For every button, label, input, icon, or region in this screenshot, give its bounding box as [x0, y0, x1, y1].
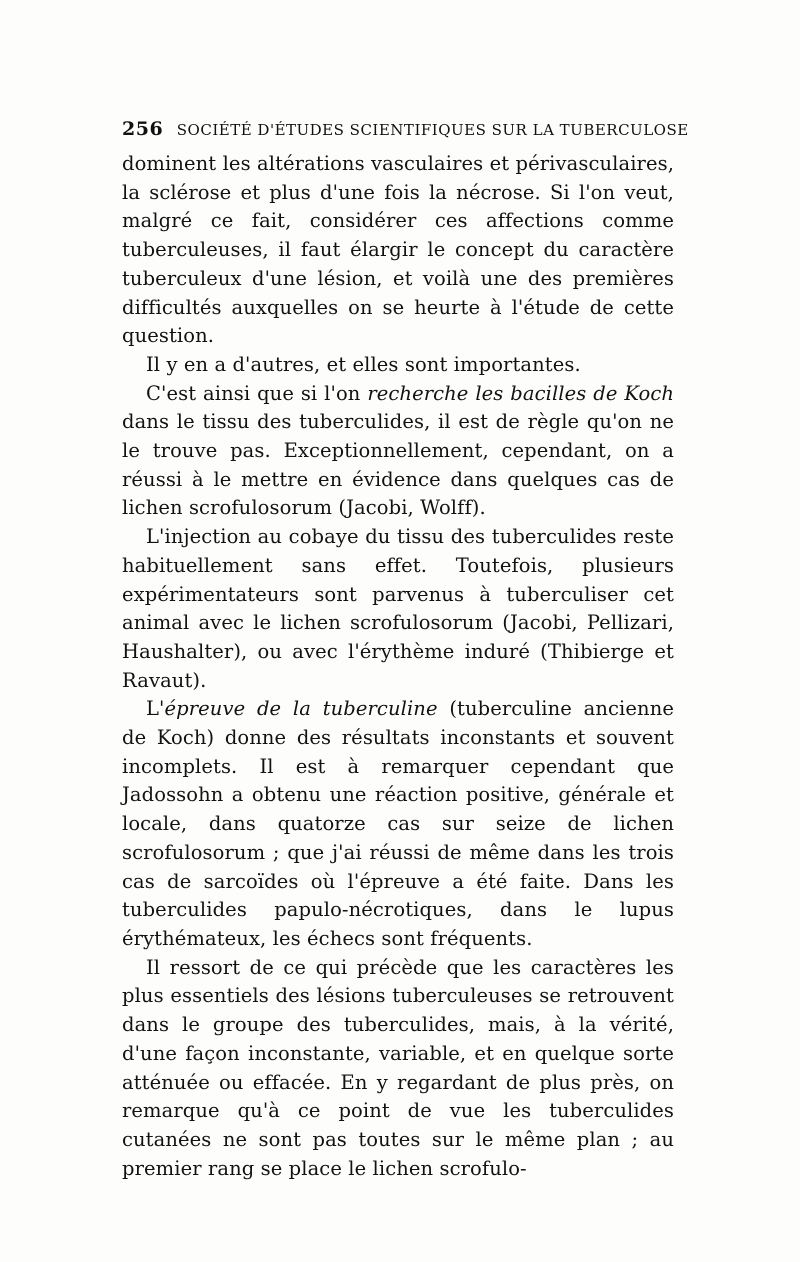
text-segment: dans le tissu des tuberculides, il est de règle qu'on ne le trouve pas. Exceptionnellement, cependant, on a réussi à le mettre en évidence dans quelques cas de lichen scrofulosorum (Jacobi, Wolff).: [122, 410, 674, 520]
body-text: [122, 150, 674, 1183]
text-segment: (tuberculine ancienne de Koch) donne des résultats inconstants et souvent incomplets. Il est à remarquer cependant que Jadossohn a obtenu une réaction positive, générale et locale, dans quatorze cas sur seize de lichen scrofulosorum ; que j'ai réussi de même dans les trois cas de sarcoïdes où l'épreuve a été faite. Dans les tuberculides papulo-nécrotiques, dans le lupus érythémateux, les échecs sont fréquents.: [122, 697, 674, 950]
running-header: [122, 118, 689, 142]
text-segment: Il ressort de ce qui précède que les caractères les plus essentiels des lésions tuberculeuses se retrouvent dans le groupe des tuberculides, mais, à la vérité, d'une façon inconstante, variable, et en quelque sorte atténuée ou effacée. En y regardant de plus près, on remarque qu'à ce point de vue les tuberculides cutanées ne sont pas toutes sur le même plan ; au premier rang se place le lichen scrofulo-: [122, 955, 674, 1180]
paragraph: [122, 351, 674, 380]
italic-segment: recherche les bacilles de Koch: [367, 381, 675, 405]
text-segment: L': [146, 697, 165, 721]
paragraph: [122, 523, 674, 695]
text-segment: C'est ainsi que si l'on: [146, 381, 368, 405]
text-segment: L'injection au cobaye du tissu des tuberculides reste habituellement sans effet. Toutefois, plusieurs expérimentateurs sont parvenus à tuberculiser cet animal avec le lichen scrofulosorum (Jacobi, Pellizari, Haushalter), ou avec l'érythème induré (Thibierge et Ravaut).: [122, 525, 674, 692]
page-number: 256: [122, 118, 164, 140]
text-segment: Il y en a d'autres, et elles sont importantes.: [146, 352, 581, 376]
running-title: SOCIÉTÉ D'ÉTUDES SCIENTIFIQUES SUR LA TUBERCULOSE: [176, 121, 689, 139]
text-segment: dominent les altérations vasculaires et périvasculaires, la sclérose et plus d'une fois la nécrose. Si l'on veut, malgré ce fait, considérer ces affections comme tuberculeuses, il faut élargir le concept du caractère tuberculeux d'une lésion, et voilà une des premières difficultés auxquelles on se heurte à l'étude de cette question.: [122, 152, 674, 348]
paragraph: [122, 150, 674, 351]
paragraph: [122, 695, 674, 953]
paragraph: [122, 954, 674, 1184]
italic-segment: épreuve de la tuberculine: [164, 697, 438, 721]
paragraph: [122, 380, 674, 524]
